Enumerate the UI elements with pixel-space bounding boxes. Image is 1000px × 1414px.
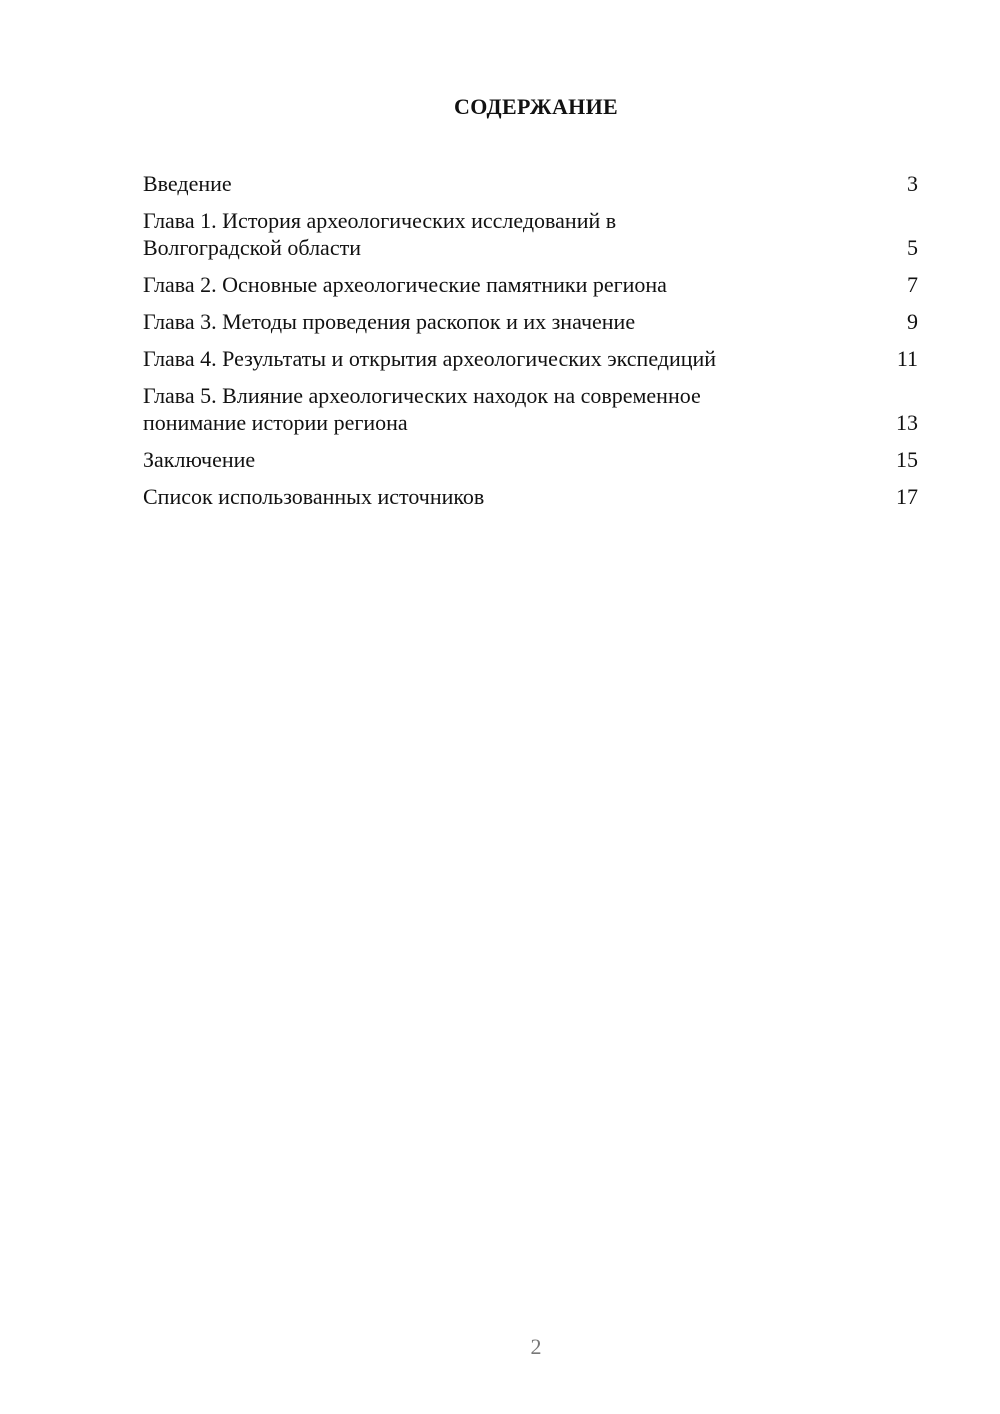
toc-entry-page: 5: [907, 235, 918, 260]
toc-entry-chapter-1: [143, 207, 918, 261]
toc-entry-text: Глава 2. Основные археологические памятники региона: [143, 272, 667, 297]
toc-entry-page: 11: [896, 346, 918, 371]
toc-entry-page: 3: [907, 171, 918, 196]
toc-entry-text: Глава 5. Влияние археологических находок на современное понимание истории региона: [143, 383, 701, 435]
toc-entry-chapter-4: [143, 345, 918, 372]
toc-entry-introduction: [143, 170, 918, 197]
toc-entry-chapter-5: [143, 382, 918, 436]
toc-entry-references: [143, 483, 918, 510]
toc-entry-chapter-3: [143, 308, 918, 335]
toc-entry-text: Глава 4. Результаты и открытия археологических экспедиций: [143, 346, 717, 371]
toc-entry-page: 13: [896, 410, 918, 435]
toc-entry-text: Глава 1. История археологических исследований в Волгоградской области: [143, 208, 617, 260]
toc-entry-page: 9: [907, 309, 918, 334]
toc-entry-page: 15: [896, 447, 918, 472]
toc-entry-conclusion: [143, 446, 918, 473]
toc-entry-text: Список использованных источников: [143, 484, 485, 509]
toc-entry-text: Введение: [143, 171, 232, 196]
toc-entry-text: Заключение: [143, 447, 256, 472]
toc-entry-chapter-2: [143, 271, 918, 298]
table-of-contents: [143, 170, 918, 520]
toc-entry-page: 17: [896, 484, 918, 509]
page-title: СОДЕРЖАНИЕ: [454, 94, 618, 119]
page-number: 2: [530, 1334, 542, 1359]
toc-entry-text: Глава 3. Методы проведения раскопок и их значение: [143, 309, 636, 334]
toc-entry-page: 7: [907, 272, 918, 297]
